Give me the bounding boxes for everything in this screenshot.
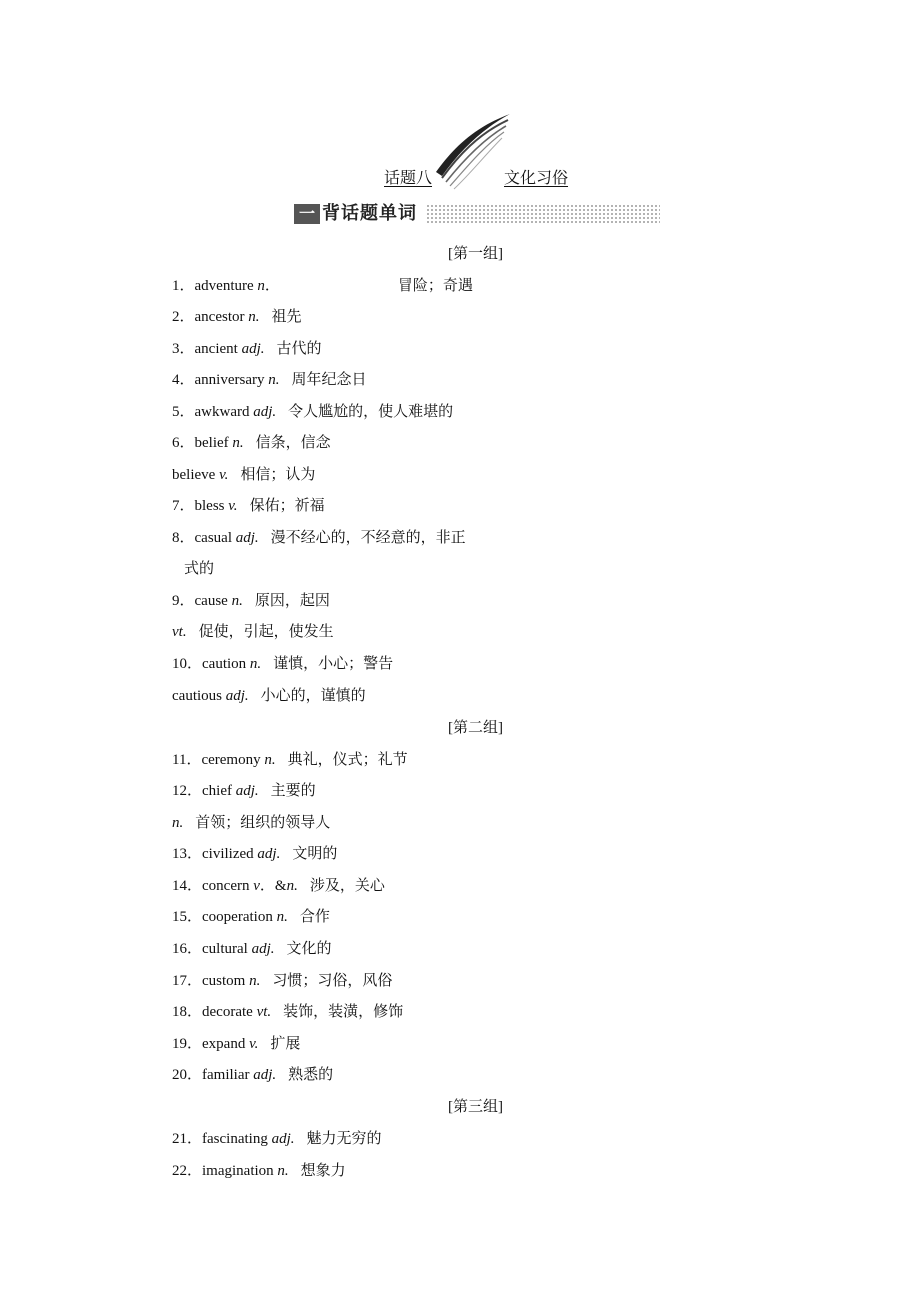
entry-meaning: 想象力 — [300, 1163, 346, 1179]
entry-number: 22． — [172, 1163, 203, 1179]
entry-number: 15． — [172, 909, 203, 925]
entry-meaning: 式的 — [184, 561, 215, 577]
entry-number: 21． — [172, 1131, 203, 1147]
vocab-entry — [172, 370, 367, 390]
entry-meaning: 周年纪念日 — [291, 372, 367, 388]
vocab-entry — [172, 939, 332, 959]
entry-number: 9． — [172, 593, 195, 609]
entry-number: 3． — [172, 341, 195, 357]
section-banner — [294, 202, 660, 226]
section-title: 背话题单词 — [322, 203, 417, 224]
entry-word: caution — [202, 656, 250, 672]
entry-part-of-speech: v. — [249, 1036, 259, 1052]
vocab-entry — [172, 781, 316, 801]
entry-number: 4． — [172, 372, 195, 388]
entry-meaning: 促使，引起，使发生 — [198, 624, 334, 640]
vocab-entry — [172, 1002, 403, 1022]
group-heading-3: [第三组] — [448, 1099, 503, 1115]
entry-number: 8． — [172, 530, 195, 546]
entry-part-of-speech: n. — [276, 909, 288, 925]
entry-word: belief — [194, 435, 233, 451]
entry-meaning: 相信；认为 — [240, 467, 316, 483]
entry-meaning: 典礼，仪式；礼节 — [287, 752, 408, 768]
vocab-entry — [172, 1065, 333, 1085]
entry-word: cooperation — [202, 909, 277, 925]
entry-part-of-speech: adj. — [235, 530, 259, 546]
vocab-entry — [172, 1161, 346, 1181]
entry-word: concern — [202, 878, 254, 894]
entry-meaning: 文明的 — [292, 846, 338, 862]
entry-meaning: 保佑；祈福 — [249, 498, 325, 514]
vocab-entry — [172, 654, 393, 674]
entry-word: fascinating — [202, 1131, 272, 1147]
entry-part-of-speech: v. — [228, 498, 238, 514]
vocab-entry — [172, 559, 214, 579]
entry-number: 18． — [172, 1004, 203, 1020]
entry-part-of-speech: adj. — [253, 1067, 277, 1083]
vocab-entry — [172, 1034, 300, 1054]
vocab-entry — [172, 339, 322, 359]
entry-number: 7． — [172, 498, 195, 514]
entry-meaning: 装饰，装潢，修饰 — [283, 1004, 404, 1020]
entry-separator: ．& — [259, 878, 287, 894]
group-heading-1: [第一组] — [448, 246, 503, 262]
entry-number: 12． — [172, 783, 203, 799]
vocab-entry — [172, 465, 315, 485]
entry-part-of-speech: adj. — [235, 783, 259, 799]
swoosh-icon — [432, 110, 512, 190]
vocab-entry — [172, 907, 330, 927]
entry-part-of-speech: adj. — [271, 1131, 295, 1147]
vocab-entry — [172, 496, 325, 516]
entry-word: expand — [202, 1036, 250, 1052]
entry-part-of-speech: v — [253, 878, 260, 894]
entry-part-of-speech: n. — [264, 752, 276, 768]
entry-meaning: 熟悉的 — [288, 1067, 334, 1083]
entry-part-of-speech: adj. — [253, 404, 277, 420]
entry-meaning: 涉及，关心 — [309, 878, 385, 894]
entry-word: ceremony — [201, 752, 265, 768]
entry-meaning: 扩展 — [270, 1036, 301, 1052]
group-heading-2: [第二组] — [448, 720, 503, 736]
entry-number: 10． — [172, 656, 203, 672]
entry-part-of-speech: vt. — [172, 624, 187, 640]
entry-word: imagination — [202, 1163, 278, 1179]
vocab-entry — [172, 307, 302, 327]
entry-word: awkward — [194, 404, 254, 420]
topic-number: 话题八 — [384, 170, 433, 187]
entry-word: adventure — [194, 278, 258, 294]
entry-part-of-speech: n. — [248, 309, 260, 325]
entry-word: civilized — [202, 846, 258, 862]
entry-part-of-speech: n. — [172, 815, 184, 831]
section-number: 一 — [294, 204, 320, 224]
dotted-rule — [426, 204, 660, 224]
entry-number: 1． — [172, 278, 195, 294]
entry-word: bless — [194, 498, 229, 514]
entry-meaning: 冒险；奇遇 — [397, 278, 473, 294]
entry-part-of-speech: n. — [277, 1163, 289, 1179]
entry-word: casual — [194, 530, 236, 546]
entry-meaning: 漫不经心的，不经意的，非正 — [270, 530, 466, 546]
entry-part-of-speech: n. — [249, 656, 262, 672]
entry-meaning: 魅力无穷的 — [306, 1131, 382, 1147]
entry-part-of-speech: vt. — [256, 1004, 272, 1020]
entry-part-of-speech: n. — [249, 973, 261, 989]
entry-number: 11． — [172, 752, 202, 768]
vocab-entry — [172, 844, 337, 864]
entry-part-of-speech: adj. — [257, 846, 281, 862]
entry-word: cultural — [202, 941, 252, 957]
entry-part-of-speech: n. — [286, 878, 298, 894]
entry-part-of-speech: n. — [231, 593, 243, 609]
entry-number: 20． — [172, 1067, 203, 1083]
entry-word: ancestor — [194, 309, 249, 325]
entry-number: 2． — [172, 309, 195, 325]
entry-meaning: 祖先 — [271, 309, 302, 325]
entry-meaning: 信条，信念 — [255, 435, 331, 451]
entry-meaning: 文化的 — [286, 941, 332, 957]
vocab-entry — [172, 622, 334, 642]
entry-meaning: 谨慎，小心；警告 — [273, 656, 394, 672]
vocab-entry — [172, 813, 330, 833]
entry-part-of-speech: adj. — [225, 688, 249, 704]
entry-number: 13． — [172, 846, 203, 862]
vocab-entry — [172, 276, 473, 296]
entry-number: 19． — [172, 1036, 203, 1052]
entry-word: chief — [202, 783, 236, 799]
entry-meaning: 合作 — [299, 909, 330, 925]
topic-name: 文化习俗 — [504, 170, 569, 187]
entry-number: 17． — [172, 973, 203, 989]
entry-meaning: 首领；组织的领导人 — [195, 815, 331, 831]
entry-part-of-speech: n. — [268, 372, 280, 388]
entry-meaning: 原因，起因 — [254, 593, 330, 609]
entry-word: familiar — [202, 1067, 254, 1083]
vocab-entry — [172, 876, 385, 896]
entry-word: cause — [194, 593, 232, 609]
entry-meaning: 习惯；习俗，风俗 — [272, 973, 393, 989]
topic-title — [380, 110, 600, 190]
entry-word: believe — [172, 467, 220, 483]
vocab-entry — [172, 1129, 382, 1149]
entry-word: anniversary — [194, 372, 269, 388]
vocab-entry — [172, 971, 392, 991]
entry-meaning: 古代的 — [276, 341, 322, 357]
vocab-entry — [172, 750, 408, 770]
entry-separator: ． — [264, 278, 280, 294]
entry-part-of-speech: adj. — [241, 341, 265, 357]
entry-word: custom — [202, 973, 250, 989]
vocab-entry — [172, 591, 330, 611]
vocab-entry — [172, 528, 466, 548]
entry-word: decorate — [202, 1004, 257, 1020]
entry-meaning: 小心的，谨慎的 — [260, 688, 366, 704]
entry-number: 14． — [172, 878, 203, 894]
entry-number: 16． — [172, 941, 203, 957]
entry-number: 6． — [172, 435, 195, 451]
entry-part-of-speech: adj. — [251, 941, 275, 957]
entry-part-of-speech: n — [257, 278, 265, 294]
vocab-entry — [172, 433, 331, 453]
entry-part-of-speech: n. — [232, 435, 244, 451]
entry-meaning: 主要的 — [270, 783, 316, 799]
vocab-entry — [172, 402, 453, 422]
vocab-entry — [172, 686, 366, 706]
entry-word: ancient — [194, 341, 242, 357]
entry-word: cautious — [172, 688, 226, 704]
entry-meaning: 令人尴尬的，使人难堪的 — [288, 404, 454, 420]
entry-part-of-speech: v. — [219, 467, 229, 483]
entry-number: 5． — [172, 404, 195, 420]
